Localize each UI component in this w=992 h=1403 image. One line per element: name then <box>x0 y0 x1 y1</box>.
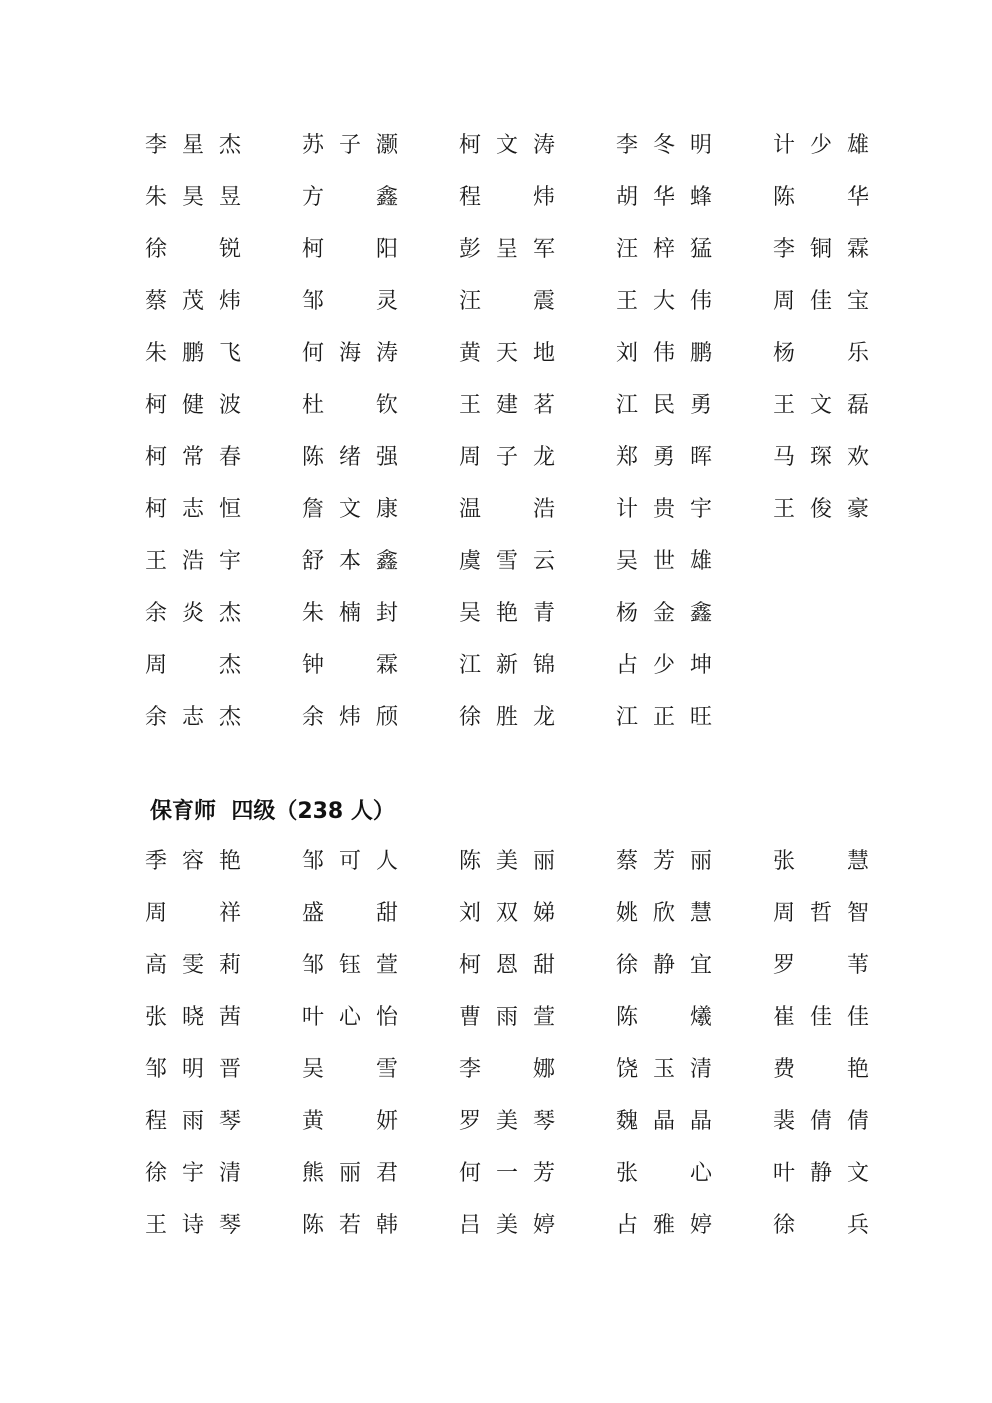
person-name: 占 雅 婷 <box>616 1213 712 1238</box>
person-name: 姚 欣 慧 <box>616 901 712 926</box>
person-name: 舒 本 鑫 <box>302 549 398 574</box>
person-name: 张 晓 茜 <box>145 1005 241 1030</box>
name-list-section-2 <box>0 836 992 1252</box>
person-name: 计 少 雄 <box>773 133 869 158</box>
name-row <box>0 536 992 588</box>
person-name: 曹 雨 萱 <box>459 1005 555 1030</box>
name-row <box>0 1148 992 1200</box>
name-row <box>0 992 992 1044</box>
person-name: 李 娜 <box>459 1057 555 1082</box>
person-name: 何 海 涛 <box>302 341 398 366</box>
person-name: 王 建 茗 <box>459 393 555 418</box>
person-name: 柯 阳 <box>302 237 398 262</box>
person-name: 计 贵 宇 <box>616 497 712 522</box>
person-name: 吴 艳 青 <box>459 601 555 626</box>
person-name: 汪 震 <box>459 289 555 314</box>
person-name: 占 少 坤 <box>616 653 712 678</box>
person-name: 李 星 杰 <box>145 133 241 158</box>
person-name: 叶 心 怡 <box>302 1005 398 1030</box>
name-row <box>0 380 992 432</box>
person-name: 李 冬 明 <box>616 133 712 158</box>
person-name: 叶 静 文 <box>773 1161 869 1186</box>
name-row <box>0 640 992 692</box>
person-name: 柯 文 涛 <box>459 133 555 158</box>
name-row <box>0 888 992 940</box>
person-name: 柯 常 春 <box>145 445 241 470</box>
person-name: 费 艳 <box>773 1057 869 1082</box>
name-row <box>0 692 992 744</box>
person-name: 吴 世 雄 <box>616 549 712 574</box>
person-name: 周 哲 智 <box>773 901 869 926</box>
name-row <box>0 328 992 380</box>
person-name: 江 正 旺 <box>616 705 712 730</box>
person-name: 罗 苇 <box>773 953 869 978</box>
person-name: 张 心 <box>616 1161 712 1186</box>
person-name: 周 佳 宝 <box>773 289 869 314</box>
person-name: 周 杰 <box>145 653 241 678</box>
person-name: 陈 绪 强 <box>302 445 398 470</box>
person-name: 余 志 杰 <box>145 705 241 730</box>
name-row <box>0 1096 992 1148</box>
person-name: 饶 玉 清 <box>616 1057 712 1082</box>
name-row <box>0 276 992 328</box>
person-name: 杨 乐 <box>773 341 869 366</box>
name-row <box>0 1200 992 1252</box>
name-row <box>0 120 992 172</box>
name-row <box>0 836 992 888</box>
person-name: 温 浩 <box>459 497 555 522</box>
person-name: 杜 钦 <box>302 393 398 418</box>
person-name: 虞 雪 云 <box>459 549 555 574</box>
person-name: 李 铜 霖 <box>773 237 869 262</box>
person-name: 周 子 龙 <box>459 445 555 470</box>
person-name: 邹 灵 <box>302 289 398 314</box>
person-name: 黄 天 地 <box>459 341 555 366</box>
person-name: 朱 鹏 飞 <box>145 341 241 366</box>
person-name: 魏 晶 晶 <box>616 1109 712 1134</box>
person-name: 徐 静 宜 <box>616 953 712 978</box>
person-name: 王 俊 豪 <box>773 497 869 522</box>
person-name: 余 炜 颀 <box>302 705 398 730</box>
person-name: 陈 美 丽 <box>459 849 555 874</box>
person-name: 陈 爔 <box>616 1005 712 1030</box>
person-name: 余 炎 杰 <box>145 601 241 626</box>
name-row <box>0 224 992 276</box>
person-name: 崔 佳 佳 <box>773 1005 869 1030</box>
name-row <box>0 172 992 224</box>
person-name: 徐 胜 龙 <box>459 705 555 730</box>
person-name: 吕 美 婷 <box>459 1213 555 1238</box>
person-name: 程 炜 <box>459 185 555 210</box>
person-name: 方 鑫 <box>302 185 398 210</box>
person-name: 季 容 艳 <box>145 849 241 874</box>
person-name: 周 祥 <box>145 901 241 926</box>
person-name: 熊 丽 君 <box>302 1161 398 1186</box>
person-name: 柯 恩 甜 <box>459 953 555 978</box>
person-name: 徐 锐 <box>145 237 241 262</box>
person-name: 徐 宇 清 <box>145 1161 241 1186</box>
person-name: 朱 楠 封 <box>302 601 398 626</box>
name-row <box>0 1044 992 1096</box>
person-name: 裴 倩 倩 <box>773 1109 869 1134</box>
person-name: 盛 甜 <box>302 901 398 926</box>
name-row <box>0 484 992 536</box>
person-name: 程 雨 琴 <box>145 1109 241 1134</box>
person-name: 徐 兵 <box>773 1213 869 1238</box>
person-name: 汪 梓 猛 <box>616 237 712 262</box>
person-name: 蔡 茂 炜 <box>145 289 241 314</box>
person-name: 杨 金 鑫 <box>616 601 712 626</box>
person-name: 陈 华 <box>773 185 869 210</box>
person-name: 朱 昊 昱 <box>145 185 241 210</box>
person-name: 王 文 磊 <box>773 393 869 418</box>
person-name: 彭 呈 军 <box>459 237 555 262</box>
section-heading: 保育师 四级（238 人） <box>150 799 395 824</box>
person-name: 邹 可 人 <box>302 849 398 874</box>
person-name: 刘 双 娣 <box>459 901 555 926</box>
person-name: 柯 健 波 <box>145 393 241 418</box>
person-name: 马 琛 欢 <box>773 445 869 470</box>
person-name: 苏 子 灏 <box>302 133 398 158</box>
person-name: 邹 钰 萱 <box>302 953 398 978</box>
name-row <box>0 432 992 484</box>
person-name: 郑 勇 晖 <box>616 445 712 470</box>
person-name: 江 新 锦 <box>459 653 555 678</box>
person-name: 何 一 芳 <box>459 1161 555 1186</box>
person-name: 詹 文 康 <box>302 497 398 522</box>
person-name: 张 慧 <box>773 849 869 874</box>
name-list-section-1 <box>0 120 992 744</box>
person-name: 胡 华 蜂 <box>616 185 712 210</box>
person-name: 陈 若 韩 <box>302 1213 398 1238</box>
person-name: 吴 雪 <box>302 1057 398 1082</box>
person-name: 罗 美 琴 <box>459 1109 555 1134</box>
person-name: 柯 志 恒 <box>145 497 241 522</box>
person-name: 高 雯 莉 <box>145 953 241 978</box>
person-name: 钟 霖 <box>302 653 398 678</box>
person-name: 邹 明 晋 <box>145 1057 241 1082</box>
person-name: 江 民 勇 <box>616 393 712 418</box>
person-name: 蔡 芳 丽 <box>616 849 712 874</box>
name-row <box>0 588 992 640</box>
person-name: 王 诗 琴 <box>145 1213 241 1238</box>
person-name: 王 大 伟 <box>616 289 712 314</box>
person-name: 刘 伟 鹏 <box>616 341 712 366</box>
person-name: 黄 妍 <box>302 1109 398 1134</box>
person-name: 王 浩 宇 <box>145 549 241 574</box>
name-row <box>0 940 992 992</box>
